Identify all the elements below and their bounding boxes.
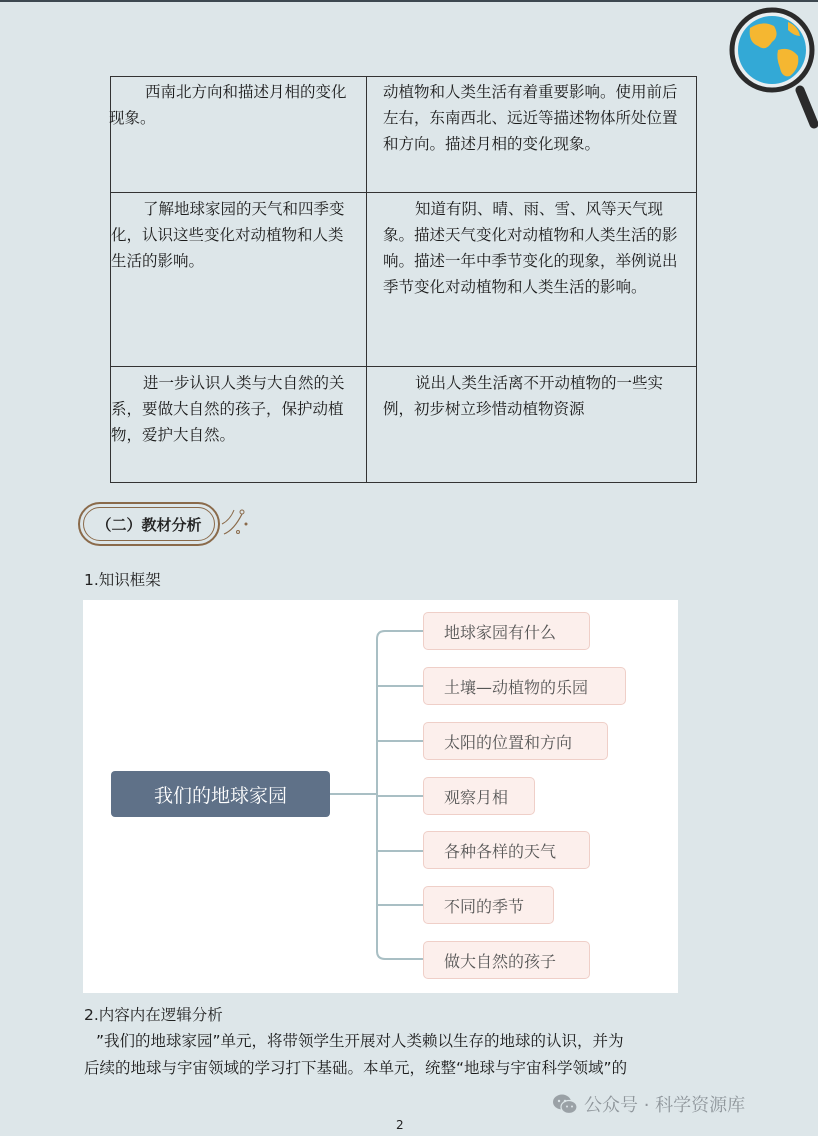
knowledge-mindmap [83, 600, 678, 993]
mindmap-node: 做大自然的孩子 [423, 941, 590, 979]
wechat-watermark [552, 1091, 745, 1117]
table-cell: 知道有阴、晴、雨、雪、风等天气现象。描述天气变化对动植物和人类生活的影响。描述一年中季节变化的现象，举例说出季节变化对动植物和人类生活的影响。 [383, 200, 678, 296]
table-cell: 动植物和人类生活有着重要影响。使用前后左右，东南西北、远近等描述物体所处位置和方向。描述月相的变化现象。 [383, 83, 678, 153]
section-heading-label: （二）教材分析 [83, 507, 215, 541]
mindmap-central-topic: 我们的地球家园 [111, 771, 330, 817]
mindmap-node: 不同的季节 [423, 886, 554, 924]
mindmap-node: 太阳的位置和方向 [423, 722, 608, 760]
globe-magnifier-icon [728, 6, 818, 130]
page-number: 2 [396, 1118, 404, 1132]
mindmap-node: 地球家园有什么 [423, 612, 590, 650]
watermark-text: 公众号 · 科学资源库 [584, 1095, 746, 1116]
sparkle-decoration-icon [220, 504, 250, 540]
table-row [111, 77, 697, 193]
subheading-knowledge-framework: 1.知识框架 [84, 571, 161, 589]
mindmap-node: 各种各样的天气 [423, 831, 590, 869]
section-heading [78, 502, 220, 546]
mindmap-node: 观察月相 [423, 777, 535, 815]
table-cell: 说出人类生活离不开动植物的一些实例，初步树立珍惜动植物资源 [383, 374, 664, 418]
table-cell: 进一步认识人类与大自然的关系，要做大自然的孩子，保护动植物，爱护大自然。 [111, 374, 345, 444]
table-row [111, 193, 697, 367]
table-row [111, 367, 697, 483]
body-paragraph [84, 1028, 696, 1082]
mindmap-node: 土壤—动植物的乐园 [423, 667, 626, 705]
paragraph-line: ”我们的地球家园”单元，将带领学生开展对人类赖以生存的地球的认识，并为 [96, 1032, 624, 1050]
table-cell: 了解地球家园的天气和四季变化，认识这些变化对动植物和人类生活的影响。 [111, 200, 345, 270]
table-cell: 西南北方向和描述月相的变化现象。 [109, 83, 347, 127]
paragraph-line: 后续的地球与宇宙领域的学习打下基础。本单元，统整“地球与宇宙科学领域”的 [84, 1059, 628, 1077]
subheading-logic-analysis: 2.内容内在逻辑分析 [84, 1006, 223, 1024]
standards-table [110, 76, 697, 483]
top-rule [0, 0, 818, 2]
wechat-icon [552, 1093, 578, 1115]
